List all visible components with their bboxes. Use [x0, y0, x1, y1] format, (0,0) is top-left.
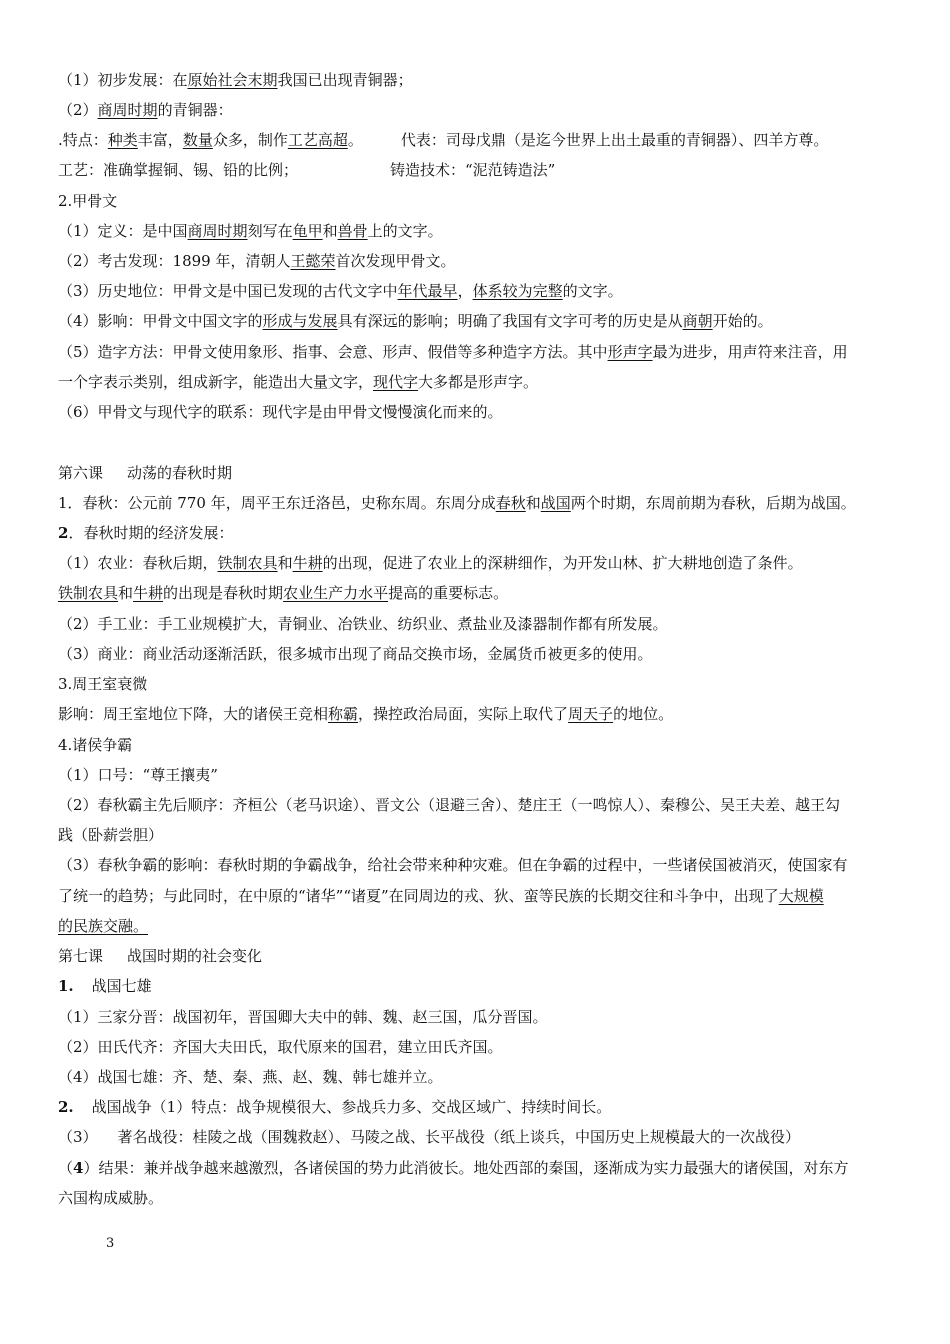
text-segment: 影响：周王室地位下降，大的诸侯王竞相	[58, 705, 329, 723]
text-line	[58, 946, 898, 966]
bold-number: 1.	[58, 977, 74, 995]
text-segment: 和	[118, 584, 134, 602]
bold-number: 4	[73, 1159, 84, 1177]
text-line	[58, 886, 898, 906]
text-line	[58, 1158, 898, 1178]
text-line	[58, 583, 898, 603]
underlined-term: 年代最早	[397, 282, 458, 300]
text-line	[58, 311, 898, 331]
underlined-term: 形成与发展	[262, 312, 338, 330]
text-segment: .特点：	[58, 131, 108, 149]
text-segment: 1．春秋：公元前 770 年，周平王东迁洛邑，史称东周。东周分成	[58, 494, 496, 512]
text-line	[58, 614, 898, 634]
text-segment: ．春秋时期的经济发展：	[68, 524, 234, 542]
text-segment: 践（卧薪尝胆）	[58, 826, 164, 844]
underlined-term: 商周时期	[97, 101, 158, 119]
text-line	[58, 765, 898, 785]
text-line	[58, 402, 898, 422]
underlined-term: 龟甲	[292, 222, 323, 240]
text-segment: （2）春秋霸主先后顺序：齐桓公（老马识途）、晋文公（退避三舍）、楚庄王（一鸣惊人）、秦穆公、吴王夫差、越王勾	[58, 796, 841, 814]
text-segment: 刻写在	[247, 222, 293, 240]
text-line	[58, 1188, 898, 1208]
underlined-term: 春秋	[495, 494, 526, 512]
text-segment: 的文字。	[562, 282, 623, 300]
underlined-term: 铁制农具	[217, 554, 278, 572]
text-segment: 战国战争（1）特点：战争规模很大、参战兵力多、交战区域广、持续时间长。	[91, 1098, 612, 1116]
text-segment: （2）考古发现：1899 年，清朝人	[58, 252, 291, 270]
text-segment: （2）田氏代齐：齐国大夫田氏，取代原来的国君，建立田氏齐国。	[58, 1038, 503, 1056]
text-segment: 了统一的趋势；与此同时，在中原的“诸华”“诸夏”在同周边的戎、狄、蛮等民族的长期交往和斗争中，出现了	[58, 887, 779, 905]
text-segment: 首次发现甲骨文。	[335, 252, 456, 270]
underlined-term: 大规模	[778, 887, 824, 905]
text-segment: 第七课	[58, 947, 104, 965]
text-line	[58, 825, 898, 845]
text-segment: 3.周王室衰微	[58, 675, 148, 693]
text-line	[58, 916, 898, 936]
text-segment: 动荡的春秋时期	[127, 464, 233, 482]
underlined-term: 战国	[540, 494, 571, 512]
underlined-term: 称霸	[328, 705, 359, 723]
text-segment: （3）春秋争霸的影响：春秋时期的争霸战争，给社会带来种种灾难。但在争霸的过程中，一些诸侯国被消灭，使国家有	[58, 856, 848, 874]
text-segment: 丰富，	[137, 131, 183, 149]
text-line	[58, 674, 898, 694]
underlined-term: 农业生产力水平	[283, 584, 389, 602]
text-line	[58, 1127, 898, 1147]
text-segment: 的出现是春秋时期	[163, 584, 284, 602]
text-segment: （2）	[58, 101, 98, 119]
text-segment: （3）商业：商业活动逐渐活跃，很多城市出现了商品交换市场，金属货币被更多的使用。	[58, 645, 653, 663]
underlined-term: 现代字	[373, 373, 419, 391]
text-segment: 一个字表示类别，组成新字，能造出大量文字，	[58, 373, 374, 391]
underlined-term: 周天子	[568, 705, 614, 723]
text-line	[58, 100, 898, 120]
text-line	[58, 704, 898, 724]
text-line	[58, 221, 898, 241]
text-segment: 的青铜器：	[157, 101, 233, 119]
text-segment: 最为进步，用声符来注音，用	[652, 343, 848, 361]
text-segment: 大多都是形声字。	[418, 373, 539, 391]
underlined-term: 工艺高超	[287, 131, 348, 149]
bold-number: 2	[58, 524, 69, 542]
bold-number: 2.	[58, 1098, 74, 1116]
text-line	[58, 1067, 898, 1087]
text-line	[58, 795, 898, 815]
text-segment: 的出现，促进了农业上的深耕细作，为开发山林、扩大耕地创造了条件。	[322, 554, 803, 572]
text-segment: 4.诸侯争霸	[58, 736, 133, 754]
text-line	[58, 735, 898, 755]
underlined-term: 数量	[182, 131, 213, 149]
text-segment: 工艺：准确掌握铜、锡、铅的比例；	[58, 161, 299, 179]
text-segment: （3）历史地位：甲骨文是中国已发现的古代文字中	[58, 282, 398, 300]
text-segment: 代表：司母戊鼎（是迄今世界上出土最重的青铜器）、四羊方尊。	[400, 131, 829, 149]
text-segment: ，操控政治局面，实际上取代了	[358, 705, 569, 723]
text-segment: 提高的重要标志。	[388, 584, 509, 602]
text-line	[58, 644, 898, 664]
text-segment: ）结果：兼并战争越来越激烈，各诸侯国的势力此消彼长。地处西部的秦国，逐渐成为实力最强大的诸侯国，对东方	[83, 1159, 849, 1177]
text-segment: 两个时期，东周前期为春秋，后期为战国。	[570, 494, 856, 512]
text-line	[58, 1037, 898, 1057]
text-line	[58, 281, 898, 301]
text-line	[58, 160, 898, 180]
text-segment: 上的文字。	[367, 222, 443, 240]
page-number: 3	[106, 1236, 115, 1251]
text-segment: 和	[322, 222, 338, 240]
text-segment: 。	[347, 131, 363, 149]
text-segment: 战国时期的社会变化	[127, 947, 263, 965]
text-segment: 具有深远的影响；明确了我国有文字可考的历史是从	[337, 312, 683, 330]
text-line	[58, 130, 898, 150]
text-segment: （1）初步发展：在	[58, 71, 188, 89]
text-segment: 我国已出现青铜器；	[277, 71, 413, 89]
text-segment: （2）手工业：手工业规模扩大，青铜业、冶铁业、纺织业、煮盐业及漆器制作都有所发展。	[58, 615, 668, 633]
text-line	[58, 523, 898, 543]
underlined-term: 牛耕	[292, 554, 323, 572]
underlined-term: 商周时期	[187, 222, 248, 240]
text-segment: 开始的。	[712, 312, 773, 330]
underlined-term: 铁制农具	[58, 584, 119, 602]
text-segment: （	[58, 1159, 74, 1177]
underlined-term: 的民族交融。	[58, 917, 149, 935]
underlined-term: 商朝	[682, 312, 713, 330]
text-segment: （4）影响：甲骨文中国文字的	[58, 312, 263, 330]
underlined-term: 形声字	[607, 343, 653, 361]
text-line	[58, 1097, 898, 1117]
underlined-term: 王懿荣	[290, 252, 336, 270]
text-segment: （1）三家分晋：战国初年，晋国卿大夫中的韩、魏、赵三国，瓜分晋国。	[58, 1008, 548, 1026]
text-segment: （6）甲骨文与现代字的联系：现代字是由甲骨文慢慢演化而来的。	[58, 403, 503, 421]
underlined-term: 种类	[107, 131, 138, 149]
text-segment: 六国构成威胁。	[58, 1189, 164, 1207]
text-segment: 的地位。	[613, 705, 674, 723]
text-segment: 2.甲骨文	[58, 192, 118, 210]
text-segment: （1）定义：是中国	[58, 222, 188, 240]
text-line	[58, 463, 898, 483]
text-line	[58, 342, 898, 362]
text-line	[58, 976, 898, 996]
text-segment: （5）造字方法：甲骨文使用象形、指事、会意、形声、假借等多种造字方法。其中	[58, 343, 608, 361]
text-segment: ，	[457, 282, 473, 300]
text-segment: （1）农业：春秋后期，	[58, 554, 218, 572]
text-segment: 和	[277, 554, 293, 572]
text-segment: 著名战役：桂陵之战（围魏救赵）、马陵之战、长平战役（纸上谈兵，中国历史上规模最大的一次战役）	[117, 1128, 801, 1146]
text-line	[58, 70, 898, 90]
text-segment: （4）战国七雄：齐、楚、秦、燕、赵、魏、韩七雄并立。	[58, 1068, 443, 1086]
underlined-term: 体系较为完整	[472, 282, 563, 300]
text-line	[58, 553, 898, 573]
text-line	[58, 191, 898, 211]
text-segment: （1）口号：“尊王攘夷”	[58, 766, 218, 784]
text-segment: 众多，制作	[212, 131, 288, 149]
underlined-term: 兽骨	[337, 222, 368, 240]
text-segment: 第六课	[58, 464, 104, 482]
text-line	[58, 372, 898, 392]
text-line	[58, 1007, 898, 1027]
text-segment: 战国七雄	[91, 977, 152, 995]
text-line	[58, 251, 898, 271]
underlined-term: 牛耕	[133, 584, 164, 602]
text-line	[58, 493, 898, 513]
text-line	[58, 855, 898, 875]
text-segment: 铸造技术：“泥范铸造法”	[390, 161, 556, 179]
text-segment: 和	[525, 494, 541, 512]
text-segment: （3）	[58, 1128, 98, 1146]
underlined-term: 原始社会末期	[187, 71, 278, 89]
